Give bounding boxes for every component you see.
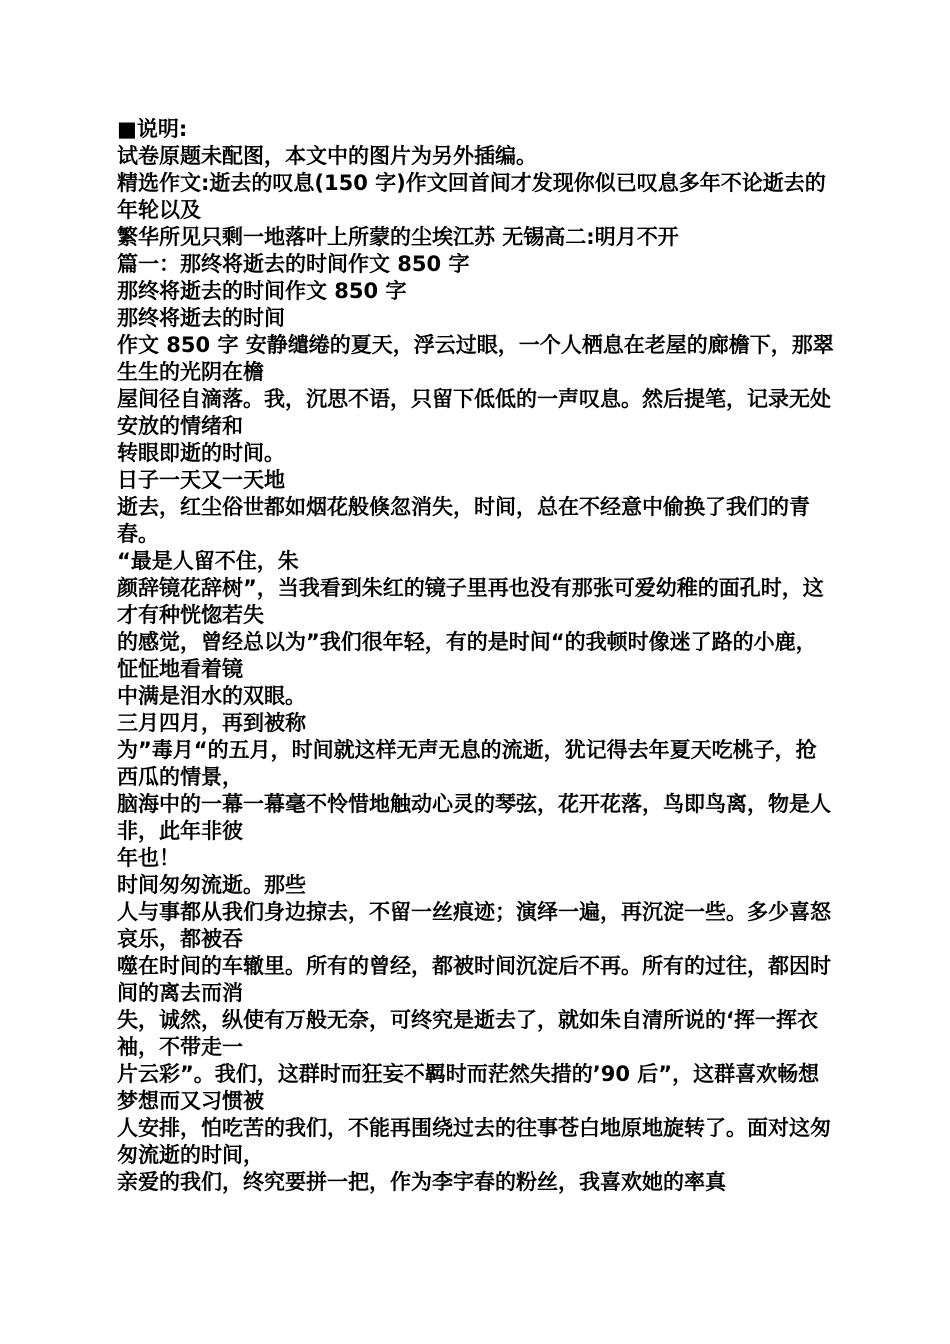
- paragraph: 日子一天又一天地: [117, 468, 285, 492]
- paragraph: 转眼即逝的时间。: [117, 441, 285, 465]
- paragraph: 年也！: [117, 846, 180, 870]
- paragraph: 时间匆匆流逝。那些: [117, 873, 306, 897]
- paragraph: 作文 850 字 安静缱绻的夏天，浮云过眼，一个人栖息在老屋的廊檐下，那翠生生的光阴在檐: [117, 333, 834, 384]
- paragraph: 片云彩”。我们，这群时而狂妄不羁时而茫然失措的’90 后”，这群喜欢畅想梦想而又习惯被: [117, 1062, 820, 1113]
- paragraph: ■说明:: [117, 117, 188, 141]
- paragraph: 失，诚然，纵使有万般无奈，可终究是逝去了，就如朱自清所说的‘挥一挥衣袖，不带走一: [117, 1008, 818, 1059]
- paragraph: 繁华所见只剩一地落叶上所蒙的尘埃江苏 无锡高二:明月不开: [117, 225, 679, 249]
- paragraph: 为”毒月“的五月，时间就这样无声无息的流逝，犹记得去年夏天吃桃子，抢西瓜的情景，: [117, 738, 817, 789]
- paragraph: 三月四月，再到被称: [117, 711, 306, 735]
- paragraph: 中满是泪水的双眼。: [117, 684, 306, 708]
- paragraph: 噬在时间的车辙里。所有的曾经，都被时间沉淀后不再。所有的过往，都因时间的离去而消: [117, 954, 831, 1005]
- document-body: [117, 116, 837, 1196]
- paragraph: 脑海中的一幕一幕毫不怜惜地触动心灵的琴弦，花开花落，鸟即鸟离，物是人非，此年非彼: [117, 792, 831, 843]
- paragraph: 试卷原题未配图，本文中的图片为另外插编。: [117, 144, 537, 168]
- paragraph: 人安排，怕吃苦的我们，不能再围绕过去的往事苍白地原地旋转了。面对这匆匆流逝的时间，: [117, 1116, 831, 1167]
- paragraph: “最是人留不住，朱: [117, 549, 299, 573]
- paragraph: 人与事都从我们身边掠去，不留一丝痕迹；演绎一遍，再沉淀一些。多少喜怒哀乐，都被吞: [117, 900, 831, 951]
- paragraph: 那终将逝去的时间作文 850 字: [117, 279, 407, 303]
- paragraph: 逝去，红尘俗世都如烟花般倏忽消失，时间，总在不经意中偷换了我们的青春。: [117, 495, 810, 546]
- paragraph: 篇一：那终将逝去的时间作文 850 字: [117, 252, 470, 276]
- paragraph: 颜辞镜花辞树”，当我看到朱红的镜子里再也没有那张可爱幼稚的面孔时，这才有种恍惚若失: [117, 576, 824, 627]
- paragraph: 精选作文:逝去的叹息(150 字)作文回首间才发现你似已叹息多年不论逝去的年轮以及: [117, 171, 826, 222]
- paragraph: 屋间径自滴落。我，沉思不语，只留下低低的一声叹息。然后提笔，记录无处安放的情绪和: [117, 387, 831, 438]
- paragraph: 的感觉，曾经总以为”我们很年轻，有的是时间“的我顿时像迷了路的小鹿，怔怔地看着镜: [117, 630, 817, 681]
- paragraph: 亲爱的我们，终究要拼一把，作为李宇春的粉丝，我喜欢她的率真: [117, 1170, 726, 1194]
- paragraph: 那终将逝去的时间: [117, 306, 285, 330]
